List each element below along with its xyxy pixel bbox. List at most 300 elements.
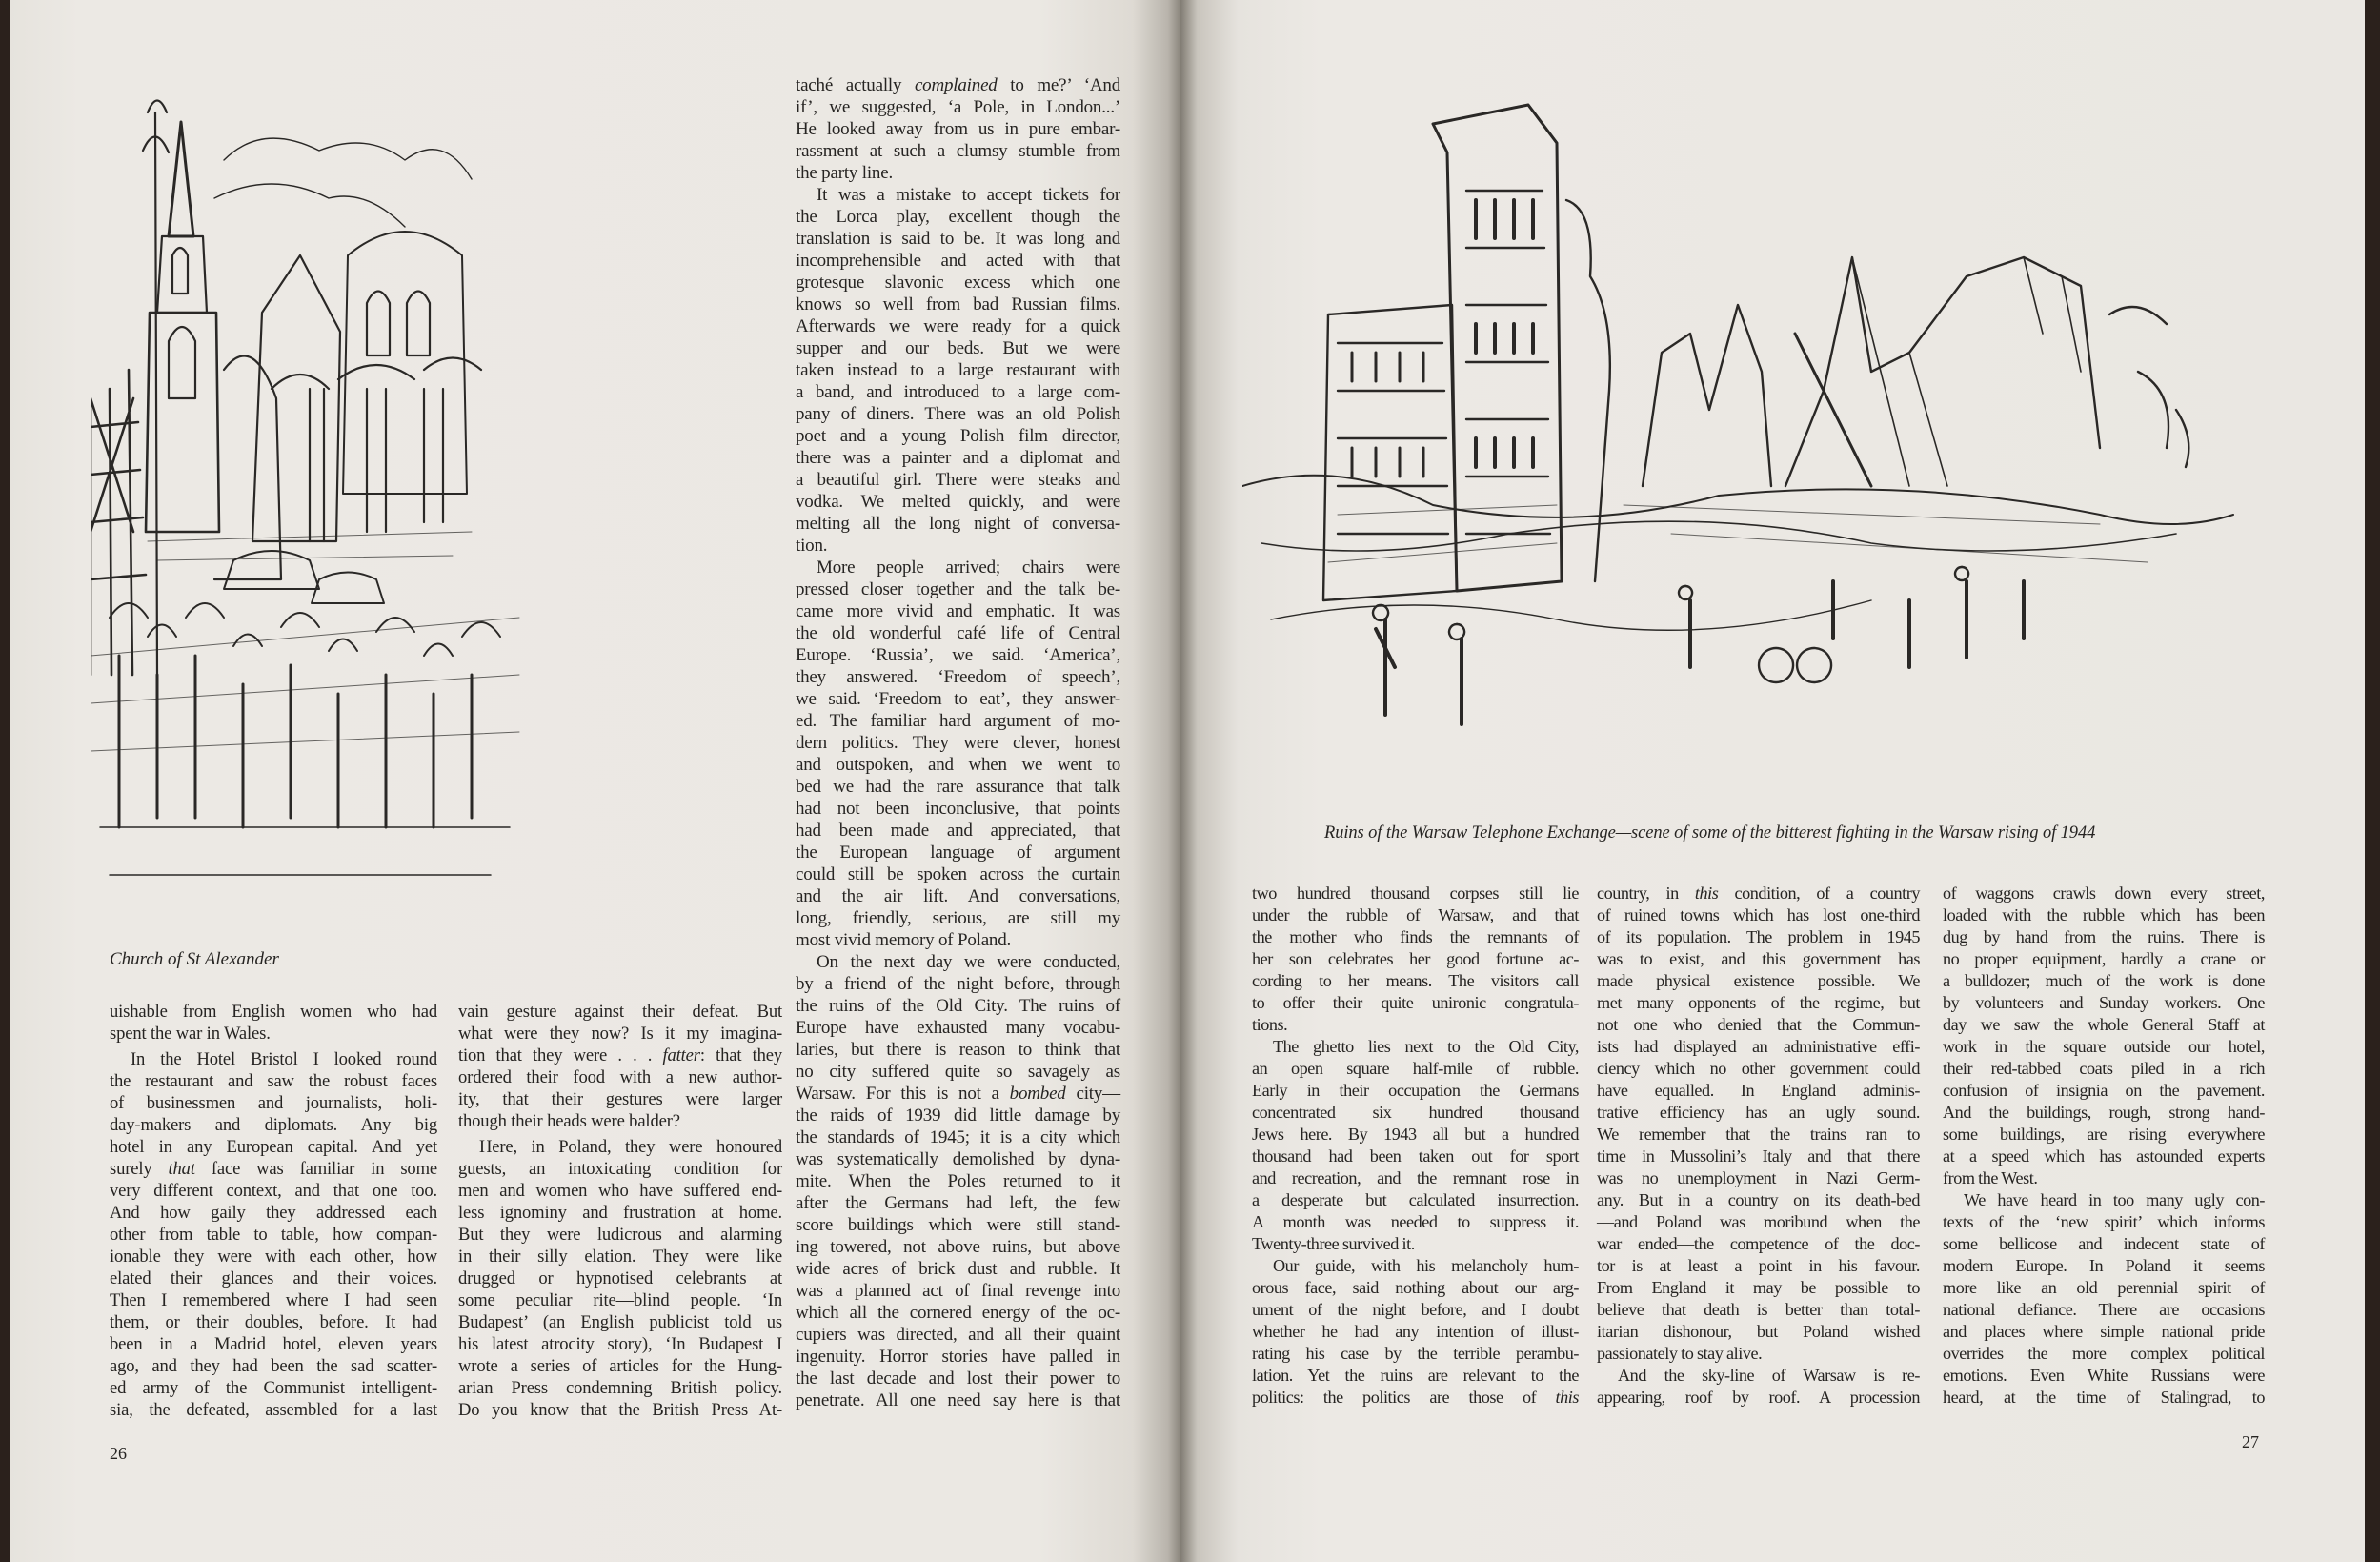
text-segment: elated their glances and their voices. <box>110 1268 437 1288</box>
text-line <box>796 1126 1120 1148</box>
italic-text: this <box>1555 1388 1579 1407</box>
text-line <box>458 1158 782 1180</box>
text-segment: passionately to stay alive. <box>1597 1344 1763 1363</box>
text-line <box>1943 1080 2265 1102</box>
text-line <box>796 337 1120 359</box>
paragraph <box>1943 1189 2265 1409</box>
text-line <box>458 1311 782 1333</box>
text-line <box>458 1045 782 1066</box>
text-line <box>1252 926 1579 948</box>
text-segment: dug by hand from the ruins. There is <box>1943 927 2265 946</box>
text-segment: Europe have exhausted many vocabu- <box>796 1018 1120 1038</box>
text-segment: long, friendly, serious, are still my <box>796 908 1120 928</box>
text-segment: And the sky-line of Warsaw is re- <box>1618 1366 1920 1385</box>
text-segment: her son celebrates her good fortune ac- <box>1252 949 1579 968</box>
text-line <box>110 1180 437 1202</box>
text-line <box>1943 1255 2265 1277</box>
text-segment: more like an old perennial spirit of <box>1943 1278 2265 1297</box>
text-line <box>110 1311 437 1333</box>
text-line <box>1597 1321 1920 1343</box>
text-line <box>796 1061 1120 1083</box>
text-line <box>1943 1124 2265 1146</box>
text-line <box>796 1258 1120 1280</box>
text-segment: pany of diners. There was an old Polish <box>796 404 1120 424</box>
text-segment: tion. <box>796 536 828 556</box>
text-segment: been in a Madrid hotel, eleven years <box>110 1334 437 1354</box>
text-line <box>110 1048 437 1070</box>
text-segment: was no unemployment in Nazi Germ- <box>1597 1168 1920 1187</box>
text-line <box>796 600 1120 622</box>
text-line <box>796 1083 1120 1105</box>
text-segment: And how gaily they addressed each <box>110 1203 437 1223</box>
text-line <box>1252 1036 1579 1058</box>
text-line <box>796 973 1120 995</box>
text-segment: some buildings, are rising everywhere <box>1943 1125 2265 1144</box>
text-segment: a desperate but calculated insurrection. <box>1252 1190 1579 1209</box>
text-line <box>1252 1124 1579 1146</box>
text-segment: an open square half-mile of rubble. <box>1252 1059 1579 1078</box>
text-line <box>796 381 1120 403</box>
text-line <box>1597 926 1920 948</box>
text-segment: to me?’ ‘And <box>997 75 1120 95</box>
text-line <box>796 359 1120 381</box>
text-segment: loaded with the rubble which has been <box>1943 905 2265 924</box>
text-segment: spent the war in Wales. <box>110 1024 271 1044</box>
text-segment: was a planned act of final revenge into <box>796 1281 1120 1301</box>
text-line <box>110 1289 437 1311</box>
text-line <box>458 1023 782 1045</box>
text-segment: Twenty-three survived it. <box>1252 1234 1415 1253</box>
text-line <box>1252 1365 1579 1387</box>
text-segment: wrote a series of articles for the Hung- <box>458 1356 782 1376</box>
text-line <box>1943 1146 2265 1167</box>
text-line <box>1252 1167 1579 1189</box>
text-line <box>796 535 1120 557</box>
text-line <box>796 491 1120 513</box>
text-line <box>1252 1387 1579 1409</box>
text-segment: surely <box>110 1159 169 1179</box>
text-segment: of ruined towns which has lost one-third <box>1597 905 1920 924</box>
text-line <box>796 294 1120 315</box>
text-line <box>110 1399 437 1421</box>
text-segment: day-makers and diplomats. Any big <box>110 1115 437 1135</box>
text-line <box>796 1236 1120 1258</box>
text-segment: : that they <box>699 1045 782 1065</box>
text-line <box>796 578 1120 600</box>
text-segment: concentrated six hundred thousand <box>1252 1103 1579 1122</box>
text-line <box>1252 970 1579 992</box>
text-segment: heard, at the time of Stalingrad, to <box>1943 1388 2265 1407</box>
text-segment: the party line. <box>796 163 893 183</box>
text-segment: He looked away from us in pure embar- <box>796 119 1120 139</box>
text-line <box>110 1092 437 1114</box>
text-line <box>458 1333 782 1355</box>
text-segment: condition, of a country <box>1718 883 1920 903</box>
text-segment: and recreation, and the remnant rose in <box>1252 1168 1579 1187</box>
text-segment: most vivid memory of Poland. <box>796 930 1012 950</box>
text-line <box>458 1399 782 1421</box>
text-segment: to offer their quite unironic congratula- <box>1252 993 1579 1012</box>
text-segment: day we saw the whole General Staff at <box>1943 1015 2265 1034</box>
text-segment: face was familiar in some <box>194 1159 437 1179</box>
text-segment: and outspoken, and when we went to <box>796 755 1120 775</box>
text-line <box>458 1202 782 1224</box>
text-segment: And the buildings, rough, strong hand- <box>1943 1103 2265 1122</box>
text-segment: ago, and they had been the sad scatter- <box>110 1356 437 1376</box>
text-line <box>458 1355 782 1377</box>
text-line <box>1943 1321 2265 1343</box>
paragraph <box>1252 1255 1579 1409</box>
text-segment: bed we had the rare assurance that talk <box>796 777 1120 797</box>
text-segment: less ignominy and frustration at home. <box>458 1203 782 1223</box>
text-segment: Our guide, with his melancholy hum- <box>1273 1256 1579 1275</box>
text-line <box>1252 1299 1579 1321</box>
text-line <box>1252 948 1579 970</box>
text-segment: if’, we suggested, ‘a Pole, in London...’ <box>796 97 1120 117</box>
warsaw-telephone-exchange-illustration <box>1242 86 2243 829</box>
italic-text: bombed <box>1009 1084 1066 1104</box>
text-segment: ity, that their gestures were larger <box>458 1089 782 1109</box>
text-line <box>1943 1189 2265 1211</box>
text-line <box>110 1001 437 1023</box>
text-line <box>1943 1167 2265 1189</box>
text-segment: the European language of argument <box>796 842 1120 862</box>
text-segment: a bulldozer; much of the work is done <box>1943 971 2265 990</box>
text-line <box>1943 1277 2265 1299</box>
text-line <box>796 74 1120 96</box>
text-line <box>796 513 1120 535</box>
text-line <box>1943 1036 2265 1058</box>
text-segment: any. But in a country on its death-bed <box>1597 1190 1920 1209</box>
text-segment: of waggons crawls down every street, <box>1943 883 2265 903</box>
text-segment: by volunteers and Sunday workers. One <box>1943 993 2265 1012</box>
text-segment: We have heard in too many ugly con- <box>1964 1190 2265 1209</box>
text-segment: had not been inconclusive, that points <box>796 799 1120 819</box>
text-segment: no city suffered quite so savagely as <box>796 1062 1120 1082</box>
page-number: 26 <box>110 1444 127 1463</box>
text-segment: met many opponents of the regime, but <box>1597 993 1920 1012</box>
text-segment: lation. Yet the ruins are relevant to the <box>1252 1366 1579 1385</box>
text-segment: itarian dishonour, but Poland wished <box>1597 1322 1920 1341</box>
paragraph <box>796 951 1120 1411</box>
text-segment: which all the cornered energy of the oc- <box>796 1303 1120 1323</box>
text-line <box>110 1377 437 1399</box>
text-segment: appearing, roof by roof. A procession <box>1597 1388 1920 1407</box>
text-line <box>1597 1167 1920 1189</box>
text-line <box>1252 1014 1579 1036</box>
text-segment: taken instead to a large restaurant with <box>796 360 1120 380</box>
text-line <box>1597 1102 1920 1124</box>
text-line <box>110 1023 437 1045</box>
text-line <box>110 1246 437 1268</box>
text-segment: translation is said to be. It was long and <box>796 229 1120 249</box>
right-page <box>1180 0 2365 1562</box>
text-line <box>1943 992 2265 1014</box>
text-line <box>796 96 1120 118</box>
text-segment: ordered their food with a new author- <box>458 1067 782 1087</box>
text-segment: national defiance. There are occasions <box>1943 1300 2265 1319</box>
text-segment: two hundred thousand corpses still lie <box>1252 883 1579 903</box>
text-line <box>796 732 1120 754</box>
text-line <box>796 644 1120 666</box>
text-segment: vain gesture against their defeat. But <box>458 1002 782 1022</box>
text-segment: work in the square outside our hotel, <box>1943 1037 2265 1056</box>
text-segment: grotesque slavonic excess which one <box>796 273 1120 293</box>
text-line <box>796 929 1120 951</box>
text-segment: The ghetto lies next to the Old City, <box>1273 1037 1579 1056</box>
paragraph <box>458 1136 782 1421</box>
text-segment: not one who denied that the Commun- <box>1597 1015 1920 1034</box>
text-line <box>796 776 1120 798</box>
text-line <box>796 469 1120 491</box>
text-segment: had been made and appreciated, that <box>796 821 1120 841</box>
text-line <box>796 206 1120 228</box>
text-line <box>458 1180 782 1202</box>
text-segment: some bellicose and indecent state of <box>1943 1234 2265 1253</box>
text-segment: knows so well from bad Russian films. <box>796 294 1120 314</box>
text-segment: tions. <box>1252 1015 1288 1034</box>
text-segment: ciency which no other government could <box>1597 1059 1920 1078</box>
text-segment: In the Hotel Bristol I looked round <box>131 1049 437 1069</box>
text-segment: ument of the night before, and I doubt <box>1252 1300 1579 1319</box>
text-segment: taché actually <box>796 75 915 95</box>
paragraph <box>110 1001 437 1045</box>
text-segment: ingenuity. Horror stories have palled in <box>796 1347 1120 1367</box>
text-segment: and places where simple national pride <box>1943 1322 2265 1341</box>
italic-text: complained <box>914 75 998 95</box>
text-line <box>796 820 1120 842</box>
text-segment: what were they now? Is it my imagina- <box>458 1024 782 1044</box>
text-line <box>1943 948 2265 970</box>
text-column-3 <box>796 74 1120 1411</box>
paragraph <box>796 184 1120 557</box>
text-segment: in their silly elation. They were like <box>458 1247 782 1267</box>
text-segment: made physical existence possible. We <box>1597 971 1920 990</box>
text-segment: mite. When the Poles returned to it <box>796 1171 1120 1191</box>
text-line <box>1597 1014 1920 1036</box>
text-segment: dern politics. They were clever, honest <box>796 733 1120 753</box>
text-segment: a beautiful girl. There were steaks and <box>796 470 1120 490</box>
text-column-2 <box>458 1001 782 1421</box>
text-segment: have equalled. In England adminis- <box>1597 1081 1920 1100</box>
text-segment: could still be spoken across the curtain <box>796 864 1120 884</box>
text-segment: laries, but there is reason to think that <box>796 1040 1120 1060</box>
text-line <box>1943 882 2265 904</box>
text-line <box>1252 1102 1579 1124</box>
text-segment: there was a painter and a diplomat and <box>796 448 1120 468</box>
text-line <box>1252 1343 1579 1365</box>
illustration-caption: Ruins of the Warsaw Telephone Exchange—scene of some of the bitterest fighting in the Warsaw rising of 1944 <box>1324 823 2096 842</box>
text-segment: score buildings which were still stand- <box>796 1215 1120 1235</box>
text-segment: cording to her means. The visitors call <box>1252 971 1579 990</box>
text-line <box>458 1246 782 1268</box>
text-segment: A month was needed to suppress it. <box>1252 1212 1579 1231</box>
text-segment: supper and our beds. But we were <box>796 338 1120 358</box>
text-segment: tion that they were . . . <box>458 1045 663 1065</box>
text-line <box>1252 1233 1579 1255</box>
text-line <box>796 1324 1120 1346</box>
text-segment: cupiers was directed, and all their quaint <box>796 1325 1120 1345</box>
text-line <box>1597 1255 1920 1277</box>
text-segment: by a friend of the night before, through <box>796 974 1120 994</box>
paragraph <box>796 74 1120 184</box>
paragraph <box>1597 882 1920 1365</box>
text-line <box>796 118 1120 140</box>
text-line <box>1597 904 1920 926</box>
text-segment: sia, the defeated, assembled for a last <box>110 1400 437 1420</box>
text-line <box>1597 1343 1920 1365</box>
text-segment: melting all the long night of conversa- <box>796 514 1120 534</box>
text-segment: we said. ‘Freedom to eat’, they answer- <box>796 689 1120 709</box>
text-line <box>1943 1387 2265 1409</box>
text-line <box>1597 1124 1920 1146</box>
text-column-1 <box>110 1001 437 1421</box>
text-line <box>796 425 1120 447</box>
paragraph <box>1252 882 1579 1036</box>
italic-text: that <box>168 1159 195 1179</box>
text-line <box>1252 904 1579 926</box>
text-line <box>458 1289 782 1311</box>
text-line <box>796 1039 1120 1061</box>
text-line <box>796 1105 1120 1126</box>
text-line <box>796 995 1120 1017</box>
text-line <box>1597 1036 1920 1058</box>
text-segment: country, in <box>1597 883 1695 903</box>
text-line <box>1943 1058 2265 1080</box>
text-segment: drugged or hypnotised celebrants at <box>458 1268 782 1288</box>
text-line <box>796 228 1120 250</box>
text-line <box>796 1390 1120 1411</box>
text-line <box>796 710 1120 732</box>
text-segment: his latest atrocity story), ‘In Budapest I <box>458 1334 782 1354</box>
text-line <box>110 1114 437 1136</box>
text-segment: uishable from English women who had <box>110 1002 437 1022</box>
text-line <box>110 1355 437 1377</box>
text-line <box>458 1088 782 1110</box>
text-segment: the restaurant and saw the robust faces <box>110 1071 437 1091</box>
text-line <box>796 754 1120 776</box>
text-segment: city— <box>1065 1084 1120 1104</box>
text-segment: politics: the politics are those of <box>1252 1388 1556 1407</box>
text-line <box>458 1377 782 1399</box>
text-segment: was systematically demolished by dyna- <box>796 1149 1120 1169</box>
text-line <box>1597 1233 1920 1255</box>
text-segment: guests, an intoxicating condition for <box>458 1159 782 1179</box>
text-line <box>1252 1080 1579 1102</box>
text-segment: ed army of the Communist intelligent- <box>110 1378 437 1398</box>
text-line <box>796 1346 1120 1368</box>
text-segment: Warsaw. For this is not a <box>796 1084 1010 1104</box>
text-segment: the last decade and lost their power to <box>796 1369 1120 1389</box>
text-segment: men and women who have suffered end- <box>458 1181 782 1201</box>
paragraph <box>110 1048 437 1421</box>
text-segment: hotel in any European capital. And yet <box>110 1137 437 1157</box>
text-segment: at a speed which has astounded experts <box>1943 1146 2265 1166</box>
text-line <box>796 688 1120 710</box>
text-line <box>796 557 1120 578</box>
text-line <box>796 1017 1120 1039</box>
text-segment: texts of the ‘new spirit’ which informs <box>1943 1212 2265 1231</box>
text-line <box>1943 904 2265 926</box>
text-line <box>796 1302 1120 1324</box>
paragraph <box>458 1001 782 1132</box>
text-line <box>1943 1343 2265 1365</box>
text-line <box>796 250 1120 272</box>
text-segment: and the air lift. And conversations, <box>796 886 1120 906</box>
text-line <box>458 1001 782 1023</box>
text-segment: under the rubble of Warsaw, and that <box>1252 905 1579 924</box>
text-segment: of businessmen and journalists, holi- <box>110 1093 437 1113</box>
text-segment: —and Poland was moribund when the <box>1597 1212 1920 1231</box>
text-line <box>796 1148 1120 1170</box>
text-line <box>1597 1277 1920 1299</box>
text-line <box>1943 1233 2265 1255</box>
text-segment: a band, and introduced to a large com- <box>796 382 1120 402</box>
page-number: 27 <box>2242 1432 2259 1451</box>
text-segment: Then I remembered where I had seen <box>110 1290 437 1310</box>
text-line <box>1943 926 2265 948</box>
text-line <box>110 1202 437 1224</box>
text-line <box>1597 1299 1920 1321</box>
text-segment: modern Europe. In Poland it seems <box>1943 1256 2265 1275</box>
text-segment: the ruins of the Old City. The ruins of <box>796 996 1120 1016</box>
text-line <box>110 1070 437 1092</box>
text-line <box>458 1110 782 1132</box>
text-segment: incomprehensible and acted with that <box>796 251 1120 271</box>
text-line <box>1252 882 1579 904</box>
text-line <box>796 140 1120 162</box>
text-segment: arian Press condemning British policy. <box>458 1378 782 1398</box>
text-line <box>1252 992 1579 1014</box>
text-segment: rating his case by the terrible perambu- <box>1252 1344 1579 1363</box>
text-segment: very different context, and that one too. <box>110 1181 437 1201</box>
text-segment: Do you know that the British Press At- <box>458 1400 782 1420</box>
text-segment: the mother who finds the remnants of <box>1252 927 1579 946</box>
text-segment: from the West. <box>1943 1168 2038 1187</box>
text-line <box>110 1268 437 1289</box>
text-line <box>796 403 1120 425</box>
italic-text: fatter <box>662 1045 700 1065</box>
text-line <box>458 1224 782 1246</box>
text-line <box>796 272 1120 294</box>
text-line <box>796 885 1120 907</box>
text-line <box>1252 1211 1579 1233</box>
text-column-2 <box>1597 882 1920 1409</box>
text-column-1 <box>1252 882 1579 1409</box>
text-segment: penetrate. All one need say here is that <box>796 1390 1120 1410</box>
text-line <box>796 184 1120 206</box>
text-segment: confusion of insignia on the pavement. <box>1943 1081 2265 1100</box>
text-segment: pressed closer together and the talk be- <box>796 579 1120 599</box>
text-line <box>1597 1189 1920 1211</box>
text-segment: them, or their doubles, before. It had <box>110 1312 437 1332</box>
text-segment: the raids of 1939 did little damage by <box>796 1106 1120 1126</box>
text-line <box>458 1136 782 1158</box>
text-line <box>796 622 1120 644</box>
text-line <box>796 1170 1120 1192</box>
text-line <box>1597 1365 1920 1387</box>
text-segment: vodka. We melted quickly, and were <box>796 492 1120 512</box>
text-line <box>458 1066 782 1088</box>
text-segment: war ended—the competence of the doc- <box>1597 1234 1920 1253</box>
paragraph <box>1252 1036 1579 1255</box>
text-line <box>1597 1146 1920 1167</box>
text-segment: Afterwards we were ready for a quick <box>796 316 1120 336</box>
text-line <box>796 1214 1120 1236</box>
text-line <box>796 1192 1120 1214</box>
text-line <box>796 951 1120 973</box>
text-segment: But they were ludicrous and alarming <box>458 1225 782 1245</box>
